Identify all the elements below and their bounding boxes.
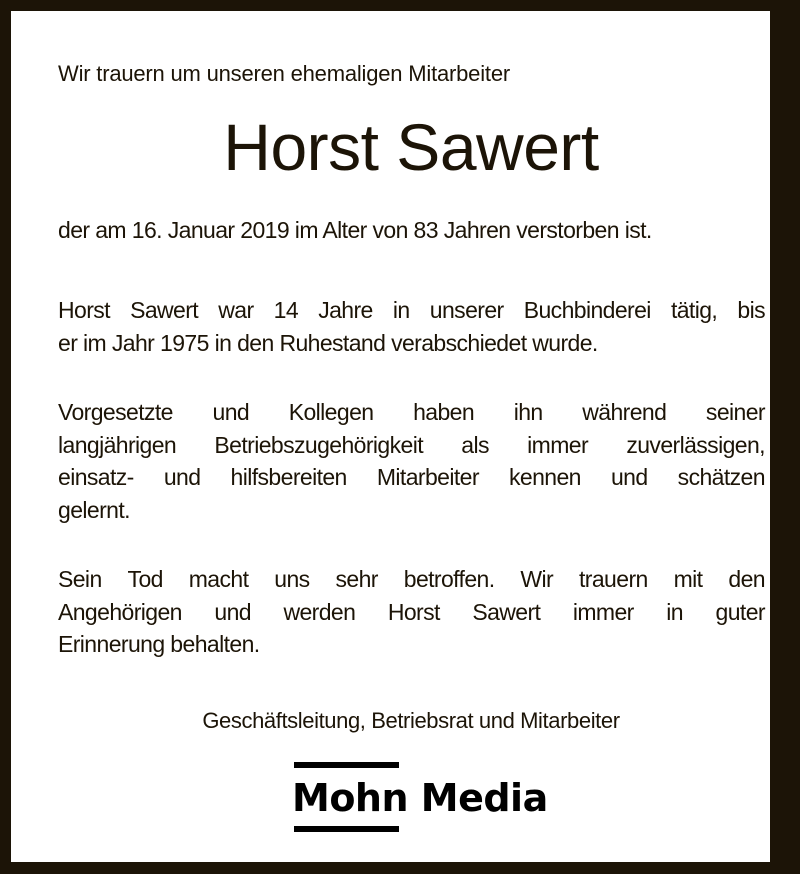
word: und bbox=[163, 464, 201, 490]
death-date-line: der am 16. Januar 2019 im Alter von 83 Jahren verstorben ist. bbox=[58, 217, 652, 243]
word: Buchbinderei bbox=[523, 297, 651, 323]
word: Sawert bbox=[130, 297, 199, 323]
word: Sawert bbox=[472, 598, 541, 625]
word: in bbox=[392, 297, 410, 323]
paragraph-condolence bbox=[58, 563, 765, 661]
word: betroffen. bbox=[403, 566, 495, 592]
paragraph-line bbox=[58, 563, 765, 596]
word: Kollegen bbox=[288, 399, 374, 425]
word: Angehörigen bbox=[58, 598, 182, 625]
logo-top-bar bbox=[294, 762, 399, 768]
word: werden bbox=[283, 598, 356, 625]
word: Horst bbox=[387, 598, 440, 625]
signature: Geschäftsleitung, Betriebsrat und Mitarbeiter bbox=[202, 708, 620, 733]
word: haben bbox=[413, 399, 475, 425]
word: mit bbox=[673, 566, 703, 592]
deceased-name: Horst Sawert bbox=[223, 110, 599, 184]
paragraph-career bbox=[58, 294, 765, 359]
word: langjährigen bbox=[58, 431, 177, 458]
paragraph-line bbox=[58, 596, 765, 629]
word: kennen bbox=[509, 464, 581, 490]
paragraph-appreciation bbox=[58, 396, 765, 526]
logo-bottom-bar bbox=[294, 826, 399, 832]
paragraph-line bbox=[58, 396, 765, 429]
intro-text: Wir trauern um unseren ehemaligen Mitarbeiter bbox=[58, 61, 510, 86]
word: und bbox=[610, 464, 648, 490]
word: unserer bbox=[429, 297, 504, 323]
word: Betriebszugehörigkeit bbox=[214, 431, 423, 458]
paragraph-line: Erinnerung behalten. bbox=[58, 631, 260, 657]
word: tätig, bbox=[670, 297, 718, 323]
paragraph-line bbox=[58, 294, 765, 327]
word: guter bbox=[715, 598, 765, 625]
paragraph-line: gelernt. bbox=[58, 496, 130, 523]
word: immer bbox=[527, 431, 589, 458]
paragraph-line: er im Jahr 1975 in den Ruhestand verabschiedet wurde. bbox=[58, 329, 598, 356]
word: ihn bbox=[513, 399, 543, 425]
word: war bbox=[218, 297, 254, 323]
word: den bbox=[728, 566, 765, 592]
word: Jahre bbox=[318, 297, 373, 323]
word: macht bbox=[188, 566, 249, 592]
word: während bbox=[582, 399, 667, 425]
word: sehr bbox=[335, 566, 378, 592]
word: hilfsbereiten bbox=[230, 464, 347, 490]
word: Vorgesetzte bbox=[58, 399, 173, 425]
paragraph-line bbox=[58, 429, 765, 462]
word: einsatz- bbox=[58, 464, 134, 490]
word: immer bbox=[572, 598, 634, 625]
word: seiner bbox=[705, 399, 765, 425]
word: und bbox=[212, 399, 250, 425]
word: 14 bbox=[273, 297, 299, 323]
word: Sein bbox=[58, 566, 102, 592]
company-logo bbox=[292, 762, 548, 834]
word: uns bbox=[274, 566, 310, 592]
word: bis bbox=[737, 297, 765, 323]
paragraph-line bbox=[58, 461, 765, 494]
word: Mitarbeiter bbox=[376, 464, 479, 490]
word: Horst bbox=[58, 297, 110, 323]
word: trauern bbox=[579, 566, 648, 592]
word: und bbox=[214, 598, 251, 625]
word: als bbox=[461, 431, 489, 458]
word: Wir bbox=[520, 566, 554, 592]
word: Tod bbox=[127, 566, 163, 592]
word: zuverlässigen, bbox=[626, 431, 765, 458]
logo-wordmark: Mohn Media bbox=[292, 776, 548, 820]
word: schätzen bbox=[677, 464, 765, 490]
word: in bbox=[666, 598, 683, 625]
